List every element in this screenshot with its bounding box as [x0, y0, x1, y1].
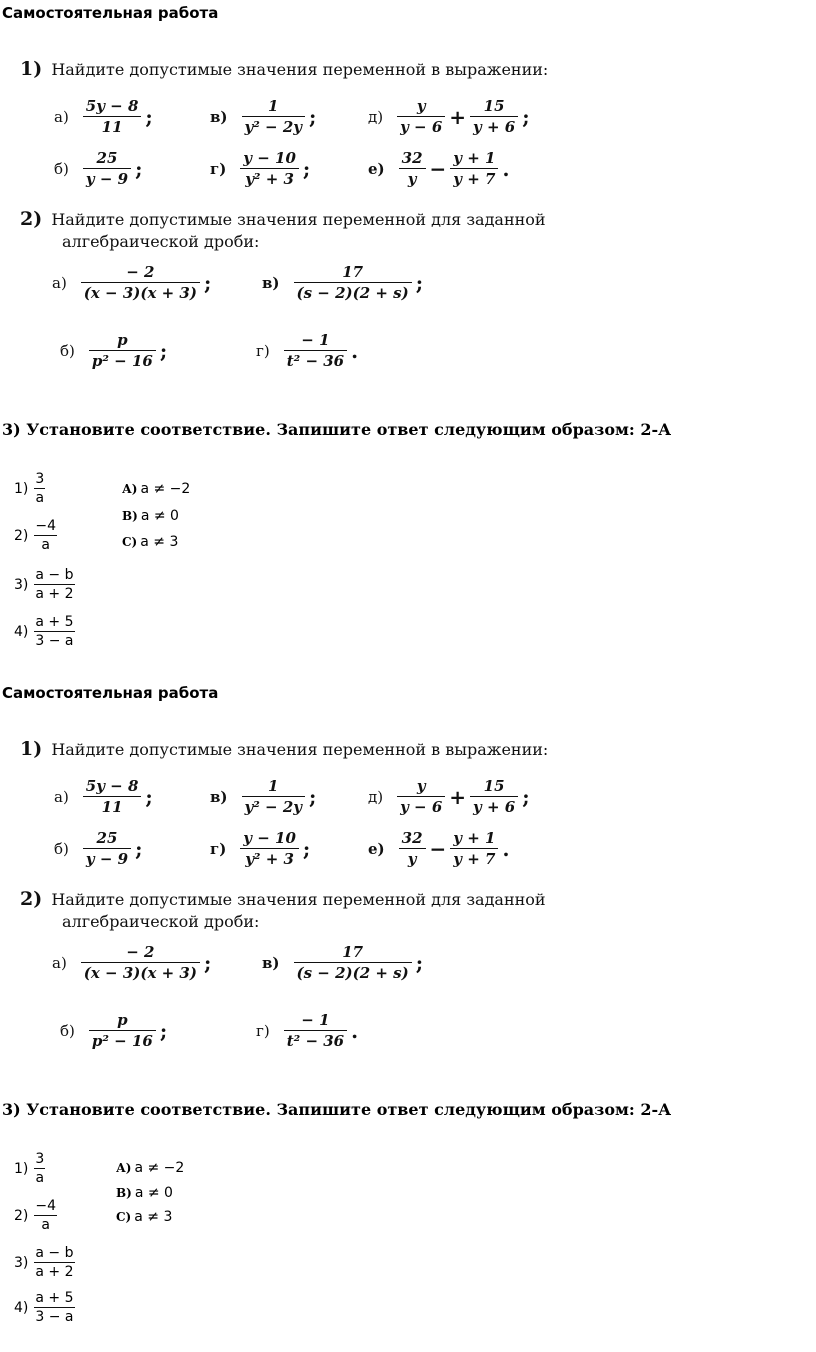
denominator: a — [35, 490, 45, 506]
numerator: y − 10 — [243, 149, 296, 167]
worksheet-title: Самостоятельная работа — [2, 684, 219, 702]
match-option-c — [116, 1209, 172, 1225]
fraction — [470, 96, 518, 137]
fraction — [34, 613, 74, 650]
task1-item-a — [54, 96, 153, 137]
task2-number: 2) — [20, 888, 43, 910]
denominator: y² − 2y — [244, 798, 302, 816]
punctuation: ; — [415, 950, 424, 975]
punctuation: ; — [522, 104, 530, 129]
fraction — [450, 828, 498, 869]
fraction — [89, 1010, 156, 1051]
task1-number: 1) — [20, 738, 43, 760]
denominator: 3 − a — [35, 1309, 74, 1325]
item-label: в) — [210, 787, 228, 806]
item-label: е) — [368, 839, 385, 858]
numerator: 32 — [401, 829, 423, 847]
fraction — [34, 1197, 57, 1234]
fraction — [34, 566, 74, 603]
match-item-1 — [14, 470, 45, 507]
numerator: 25 — [96, 829, 118, 847]
numerator: −4 — [35, 1198, 57, 1214]
numerator: y − 10 — [243, 829, 296, 847]
fraction — [284, 330, 347, 371]
operator: + — [449, 784, 467, 809]
item-label: г) — [256, 1021, 270, 1040]
fraction — [399, 148, 426, 189]
denominator: a + 2 — [35, 586, 74, 602]
fraction — [470, 776, 518, 817]
punctuation: ; — [135, 156, 143, 181]
numerator: 1 — [268, 777, 279, 795]
operator: − — [429, 156, 447, 181]
match-option-a — [122, 481, 190, 497]
option-text: a ≠ −2 — [140, 481, 191, 497]
denominator: y + 7 — [453, 850, 496, 868]
task1-item-g — [210, 828, 310, 869]
option-label: А) — [122, 482, 138, 496]
denominator: y — [407, 850, 417, 868]
task1-text: Найдите допустимые значения переменной в выражении: — [51, 60, 549, 79]
item-label: б) — [60, 341, 75, 360]
item-label: г) — [210, 839, 227, 858]
task2-item-a — [52, 262, 211, 303]
option-label: С) — [122, 535, 138, 549]
option-label: В) — [122, 509, 138, 523]
task1-item-b — [54, 148, 142, 189]
denominator: (x − 3)(x + 3) — [83, 964, 197, 982]
match-option-a — [116, 1160, 184, 1176]
task2-item-a — [52, 942, 211, 983]
item-label: а) — [54, 787, 69, 806]
option-text: a ≠ 3 — [140, 534, 179, 550]
fraction — [399, 828, 426, 869]
item-label: б) — [54, 839, 69, 858]
punctuation: ; — [145, 104, 153, 129]
fraction — [34, 1150, 45, 1187]
numerator: −4 — [35, 518, 57, 534]
task2-text-continued: алгебраической дроби: — [62, 232, 260, 251]
punctuation: . — [502, 836, 510, 861]
denominator: y — [407, 170, 417, 188]
numerator: y — [416, 777, 426, 795]
numerator: − 1 — [301, 1011, 330, 1029]
denominator: (s − 2)(2 + s) — [296, 964, 409, 982]
numerator: 5y − 8 — [85, 97, 139, 115]
item-label: 3) — [14, 1254, 29, 1271]
match-item-2 — [14, 517, 57, 554]
denominator: y − 9 — [85, 850, 129, 868]
item-label: г) — [256, 341, 270, 360]
option-text: a ≠ 0 — [140, 508, 179, 524]
denominator: y − 9 — [85, 170, 129, 188]
fraction — [81, 262, 200, 303]
fraction — [34, 1244, 74, 1281]
item-label: 2) — [14, 1207, 29, 1224]
item-label: б) — [60, 1021, 75, 1040]
punctuation: ; — [159, 338, 168, 363]
match-option-b — [116, 1185, 173, 1201]
numerator: y — [416, 97, 426, 115]
item-label: в) — [262, 273, 280, 292]
fraction — [89, 330, 156, 371]
punctuation: ; — [203, 950, 212, 975]
task1-item-d — [368, 776, 530, 817]
punctuation: . — [502, 156, 510, 181]
task2-item-g — [256, 330, 358, 371]
denominator: a — [41, 1217, 50, 1233]
fraction — [83, 96, 142, 137]
item-label: г) — [210, 159, 227, 178]
task1-heading — [20, 58, 548, 80]
task2-item-v — [262, 262, 423, 303]
task1-item-v — [210, 776, 316, 817]
numerator: p — [117, 1011, 128, 1029]
option-label: А) — [116, 1161, 132, 1175]
task3-heading: 3) Установите соответствие. Запишите ответ следующим образом: 2-А — [2, 420, 672, 439]
item-label: в) — [262, 953, 280, 972]
numerator: 1 — [268, 97, 279, 115]
match-item-3 — [14, 1244, 75, 1281]
numerator: a − b — [35, 567, 74, 583]
punctuation: ; — [203, 270, 212, 295]
worksheet-copy-2 — [0, 676, 816, 1352]
item-label: 4) — [14, 1299, 29, 1316]
numerator: 32 — [401, 149, 423, 167]
numerator: y + 1 — [453, 149, 496, 167]
item-label: е) — [368, 159, 385, 178]
numerator: p — [117, 331, 128, 349]
numerator: 3 — [35, 471, 45, 487]
task2-item-v — [262, 942, 423, 983]
numerator: y + 1 — [453, 829, 496, 847]
item-label: а) — [54, 107, 69, 126]
task2-item-b — [60, 1010, 167, 1051]
option-text: a ≠ 0 — [134, 1185, 173, 1201]
numerator: 3 — [35, 1151, 45, 1167]
task2-item-b — [60, 330, 167, 371]
operator: − — [429, 836, 447, 861]
punctuation: ; — [415, 270, 424, 295]
punctuation: . — [351, 338, 359, 363]
task2-text: Найдите допустимые значения переменной для заданной — [51, 210, 546, 229]
task1-item-a — [54, 776, 153, 817]
punctuation: ; — [308, 784, 317, 809]
numerator: 25 — [96, 149, 118, 167]
item-label: б) — [54, 159, 69, 178]
fraction — [34, 470, 45, 507]
item-label: 1) — [14, 1160, 29, 1177]
match-item-4 — [14, 1289, 75, 1326]
fraction — [397, 776, 445, 817]
task1-item-b — [54, 828, 142, 869]
worksheet-title: Самостоятельная работа — [2, 4, 219, 22]
fraction — [294, 942, 412, 983]
denominator: a — [35, 1170, 45, 1186]
item-label: 4) — [14, 623, 29, 640]
task2-text: Найдите допустимые значения переменной для заданной — [51, 890, 546, 909]
task1-text: Найдите допустимые значения переменной в выражении: — [51, 740, 549, 759]
denominator: y + 7 — [453, 170, 496, 188]
match-item-3 — [14, 566, 75, 603]
task1-heading — [20, 738, 548, 760]
fraction — [450, 148, 498, 189]
fraction — [81, 942, 200, 983]
option-text: a ≠ −2 — [134, 1160, 185, 1176]
fraction — [240, 828, 299, 869]
numerator: − 2 — [126, 263, 155, 281]
numerator: a + 5 — [35, 614, 74, 630]
match-option-c — [122, 534, 178, 550]
fraction — [294, 262, 412, 303]
option-label: С) — [116, 1210, 132, 1224]
punctuation: ; — [302, 156, 311, 181]
numerator: 17 — [342, 263, 364, 281]
denominator: (s − 2)(2 + s) — [296, 284, 409, 302]
punctuation: ; — [522, 784, 530, 809]
fraction — [34, 1289, 74, 1326]
punctuation: ; — [135, 836, 143, 861]
punctuation: ; — [308, 104, 317, 129]
numerator: 17 — [342, 943, 364, 961]
task1-item-v — [210, 96, 316, 137]
denominator: y + 6 — [473, 798, 516, 816]
punctuation: ; — [159, 1018, 168, 1043]
denominator: y² − 2y — [244, 118, 302, 136]
numerator: 15 — [483, 777, 505, 795]
denominator: p² − 16 — [91, 352, 153, 370]
item-label: д) — [368, 787, 384, 806]
numerator: 5y − 8 — [85, 777, 139, 795]
task1-item-e — [368, 148, 509, 189]
denominator: y − 6 — [400, 798, 443, 816]
punctuation: . — [351, 1018, 359, 1043]
operator: + — [449, 104, 467, 129]
fraction — [242, 96, 305, 137]
item-label: в) — [210, 107, 228, 126]
task1-item-g — [210, 148, 310, 189]
match-option-b — [122, 508, 179, 524]
task2-heading — [20, 888, 546, 910]
task2-item-g — [256, 1010, 358, 1051]
fraction — [83, 148, 131, 189]
option-text: a ≠ 3 — [134, 1209, 173, 1225]
denominator: t² − 36 — [286, 1032, 345, 1050]
item-label: а) — [52, 953, 67, 972]
fraction — [240, 148, 299, 189]
task1-item-e — [368, 828, 509, 869]
denominator: 11 — [101, 118, 123, 136]
denominator: (x − 3)(x + 3) — [83, 284, 197, 302]
item-label: д) — [368, 107, 384, 126]
punctuation: ; — [145, 784, 153, 809]
match-item-4 — [14, 613, 75, 650]
denominator: 3 − a — [35, 633, 74, 649]
numerator: 15 — [483, 97, 505, 115]
fraction — [284, 1010, 347, 1051]
task2-heading — [20, 208, 546, 230]
denominator: 11 — [101, 798, 123, 816]
denominator: y² + 3 — [245, 170, 294, 188]
denominator: p² − 16 — [91, 1032, 153, 1050]
match-item-1 — [14, 1150, 45, 1187]
fraction — [34, 517, 57, 554]
denominator: y − 6 — [400, 118, 443, 136]
item-label: 1) — [14, 480, 29, 497]
denominator: t² − 36 — [286, 352, 345, 370]
task2-number: 2) — [20, 208, 43, 230]
fraction — [242, 776, 305, 817]
punctuation: ; — [302, 836, 311, 861]
fraction — [83, 828, 131, 869]
option-label: В) — [116, 1186, 132, 1200]
numerator: − 2 — [126, 943, 155, 961]
denominator: y + 6 — [473, 118, 516, 136]
item-label: а) — [52, 273, 67, 292]
numerator: a − b — [35, 1245, 74, 1261]
fraction — [83, 776, 142, 817]
denominator: y² + 3 — [245, 850, 294, 868]
numerator: a + 5 — [35, 1290, 74, 1306]
task3-heading: 3) Установите соответствие. Запишите ответ следующим образом: 2-А — [2, 1100, 672, 1119]
denominator: a — [41, 537, 50, 553]
match-item-2 — [14, 1197, 57, 1234]
item-label: 2) — [14, 527, 29, 544]
task1-number: 1) — [20, 58, 43, 80]
task2-text-continued: алгебраической дроби: — [62, 912, 260, 931]
task1-item-d — [368, 96, 530, 137]
item-label: 3) — [14, 576, 29, 593]
numerator: − 1 — [301, 331, 330, 349]
fraction — [397, 96, 445, 137]
denominator: a + 2 — [35, 1264, 74, 1280]
